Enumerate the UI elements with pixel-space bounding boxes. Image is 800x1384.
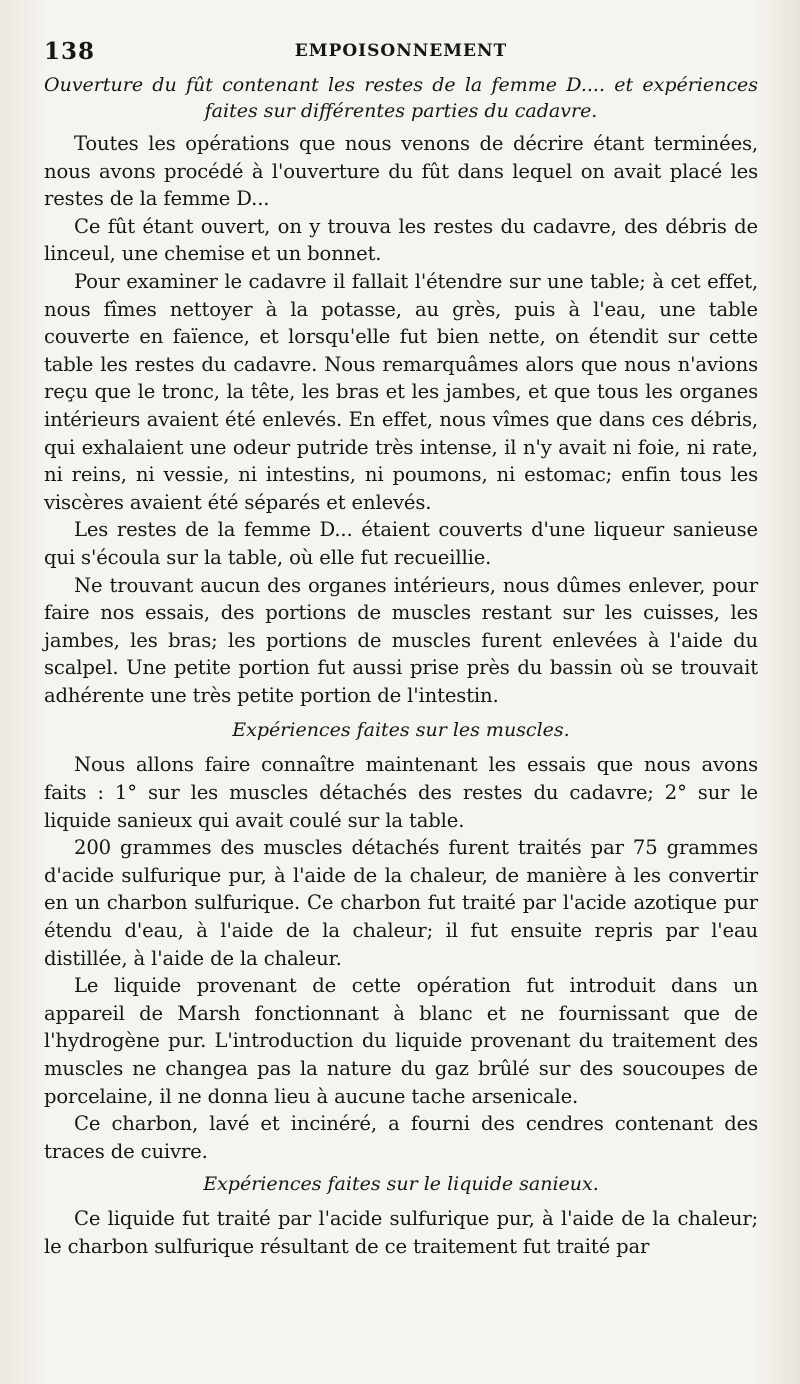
section-heading-opening: Ouverture du fût contenant les restes de la femme D.... et expériences faites sur différentes parties du cadavre. [44, 74, 758, 122]
running-head [44, 38, 758, 68]
paragraph: Pour examiner le cadavre il fallait l'étendre sur une table; à cet effet, nous fîmes nettoyer à la potasse, au grès, puis à l'eau, une table couverte en faïence, et lorsqu'elle fut bien nette, on étendit sur cette table les restes du cadavre. Nous remarquâmes alors que nous n'avions reçu que le tronc, la tête, les bras et les jambes, et que tous les organes intérieurs avaient été enlevés. En effet, nous vîmes que dans ces débris, qui exhalaient une odeur putride très intense, il n'y avait ni foie, ni rate, ni reins, ni vessie, ni intestins, ni poumons, ni estomac; enfin tous les viscères avaient été séparés et enlevés. [44, 269, 758, 514]
paragraph: Le liquide provenant de cette opération fut introduit dans un appareil de Marsh fonctionnant à blanc et ne fournissant que de l'hydrogène pur. L'introduction du liquide provenant du traitement des muscles ne changea pas la nature du gaz brûlé sur des soucoupes de porcelaine, il ne donna lieu à aucune tache arsenicale. [44, 974, 758, 1108]
paragraph: Les restes de la femme D... étaient couverts d'une liqueur sanieuse qui s'écoula sur la table, où elle fut recueillie. [44, 518, 758, 569]
paragraph: Ce fût étant ouvert, on y trouva les restes du cadavre, des débris de linceul, une chemise et un bonnet. [44, 214, 758, 266]
page-number: 138 [44, 38, 96, 65]
paragraph: Nous allons faire connaître maintenant les essais que nous avons faits : 1° sur les muscles détachés des restes du cadavre; 2° sur le liquide sanieux qui avait coulé sur la table. [44, 753, 758, 832]
paragraph: Toutes les opérations que nous venons de décrire étant terminées, nous avons procédé à l'ouverture du fût dans lequel on avait placé les restes de la femme D... [44, 132, 758, 211]
section-heading-muscles: Expériences faites sur les muscles. [232, 719, 570, 742]
paragraph: Ne trouvant aucun des organes intérieurs, nous dûmes enlever, pour faire nos essais, des portions de muscles restant sur les cuisses, les jambes, les bras; les portions de muscles furent enlevées à l'aide du scalpel. Une petite portion fut aussi prise près du bassin où se trouvait adhérente une très petite portion de l'intestin. [44, 573, 758, 707]
section-heading-liquid: Expériences faites sur le liquide sanieux. [203, 1173, 599, 1196]
running-title: EMPOISONNEMENT [294, 41, 508, 61]
paragraph: 200 grammes des muscles détachés furent traités par 75 grammes d'acide sulfurique pur, à l'aide de la chaleur, de manière à les convertir en un charbon sulfurique. Ce charbon fut traité par l'acide azotique pur étendu d'eau, à l'aide de la chaleur; il fut ensuite repris par l'eau distillée, à l'aide de la chaleur. [44, 836, 758, 970]
paragraph: Ce charbon, lavé et incinéré, a fourni des cendres contenant des traces de cuivre. [44, 1112, 758, 1163]
paragraph: Ce liquide fut traité par l'acide sulfurique pur, à l'aide de la chaleur; le charbon sulfurique résultant de ce traitement fut traité par [44, 1207, 758, 1258]
